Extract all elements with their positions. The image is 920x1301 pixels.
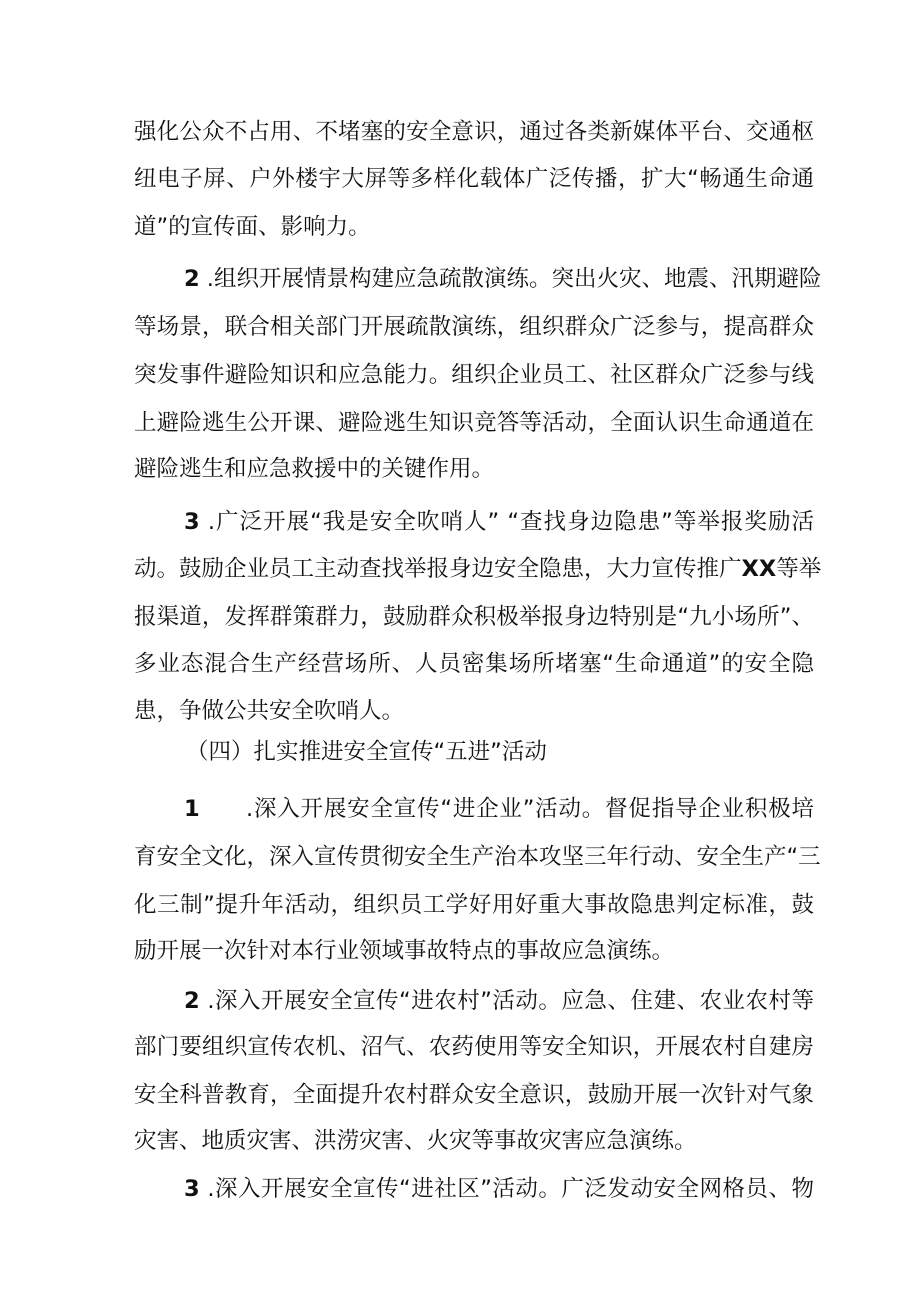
item-number: 1	[184, 796, 200, 822]
text-line: 道”的宣传面、影响力。	[134, 214, 371, 240]
numbered-paragraph-start	[184, 499, 814, 545]
text-line: 避险逃生和应急救援中的关键作用。	[134, 456, 495, 482]
item-text: .深入开展安全宣传“进企业”活动。督促指导企业积极培	[246, 796, 814, 822]
text-line: 励开展一次针对本行业领域事故特点的事故应急演练。	[134, 938, 675, 964]
item-number: 2	[184, 266, 200, 292]
text-line: 多业态混合生产经营场所、人员密集场所堵塞“生命通道”的安全隐	[134, 651, 814, 677]
text-line: 部门要组织宣传农机、沼气、农药使用等安全知识，开展农村自建房	[134, 1034, 814, 1060]
item-text: .广泛开展“我是安全吹哨人” “查找身边隐患”等举报奖励活	[199, 509, 814, 535]
section-heading: （四）扎实推进安全宣传“五进”活动	[186, 739, 547, 765]
item-number: 2	[184, 988, 200, 1014]
placeholder-text: XX	[741, 556, 777, 582]
text-line: 报渠道，发挥群策群力，鼓励群众积极举报身边特别是“九小场所”、	[134, 604, 814, 630]
item-number: 3	[184, 1176, 200, 1202]
text-line: 强化公众不占用、不堵塞的安全意识，通过各类新媒体平台、交通枢	[134, 119, 814, 145]
item-text: .深入开展安全宣传“进社区”活动。广泛发动安全网格员、物	[199, 1176, 814, 1202]
text-line: 安全科普教育，全面提升农村群众安全意识，鼓励开展一次针对气象	[134, 1082, 814, 1108]
numbered-paragraph-start	[184, 256, 822, 302]
text-line: 纽电子屏、户外楼宇大屏等多样化载体广泛传播，扩大“畅通生命通	[134, 166, 814, 192]
text-line: 等场景，联合相关部门开展疏散演练，组织群众广泛参与，提高群众	[134, 314, 814, 340]
text-line: 化三制”提升年活动，组织员工学好用好重大事故隐患判定标准，鼓	[134, 892, 814, 918]
text-line: 患，争做公共安全吹哨人。	[134, 698, 405, 724]
text-line: 灾害、地质灾害、洪涝灾害、火灾等事故灾害应急演练。	[134, 1128, 697, 1154]
text-segment: 等举	[776, 556, 822, 582]
text-line: 上避险逃生公开课、避险逃生知识竞答等活动，全面认识生命通道在	[134, 410, 814, 436]
item-number: 3	[184, 509, 200, 535]
numbered-paragraph-start	[184, 1166, 814, 1212]
item-text: .深入开展安全宣传“进农村”活动。应急、住建、农业农村等	[199, 988, 814, 1014]
text-segment: 动。鼓励企业员工主动查找举报身边安全隐患，大力宣传推广	[134, 556, 742, 582]
numbered-paragraph-start	[184, 786, 814, 832]
text-line: 突发事件避险知识和应急能力。组织企业员工、社区群众广泛参与线	[134, 362, 814, 388]
text-line: 育安全文化，深入宣传贯彻安全生产治本攻坚三年行动、安全生产“三	[134, 844, 821, 870]
text-line	[134, 546, 822, 592]
item-text: .组织开展情景构建应急疏散演练。突出火灾、地震、汛期避险	[199, 266, 822, 292]
numbered-paragraph-start	[184, 978, 814, 1024]
